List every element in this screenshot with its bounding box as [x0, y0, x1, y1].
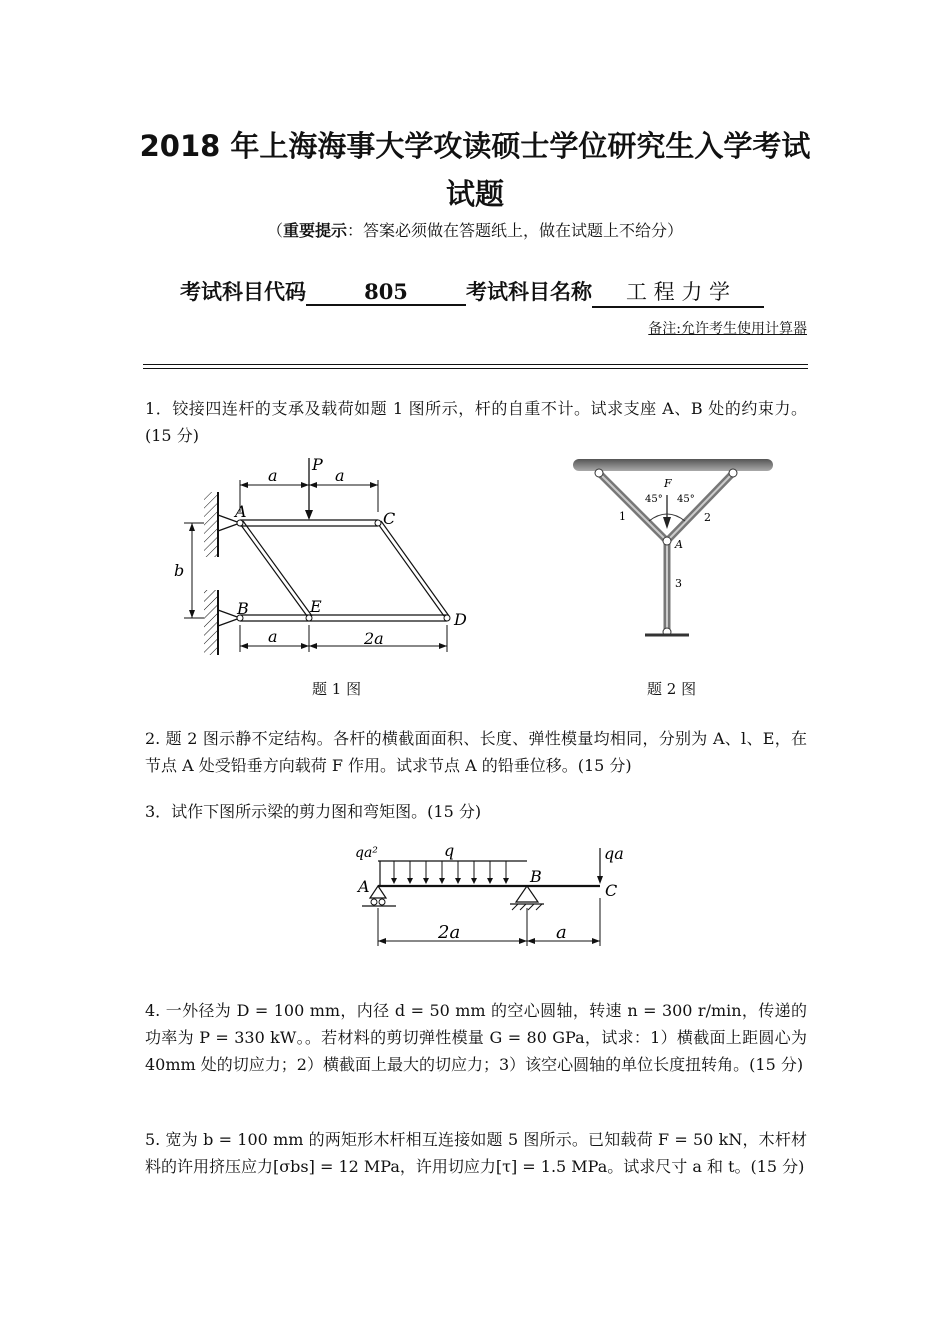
label-a-bottom: a — [268, 627, 278, 646]
roller-right — [379, 899, 385, 905]
label-a3: a — [556, 922, 567, 943]
wall-top-hatch — [204, 492, 218, 557]
figure-3 — [350, 838, 640, 953]
load-F-head — [663, 517, 671, 529]
label-bar3: 3 — [675, 577, 682, 590]
important-note — [0, 218, 950, 241]
code-label: 考试科目代码 — [180, 279, 306, 304]
label-E: E — [310, 597, 322, 616]
joint-C — [375, 520, 381, 526]
support-B-pin — [516, 886, 538, 902]
divider-bottom — [143, 368, 808, 369]
linkage-bars — [238, 520, 449, 621]
subject-code-line — [180, 276, 764, 308]
exam-title-line2: 试题 — [445, 177, 504, 211]
note-open-paren: （ — [266, 221, 283, 240]
support-A-roller — [370, 886, 386, 898]
load-qa-head — [597, 876, 603, 884]
joint-D — [444, 615, 450, 621]
figure-2 — [565, 455, 780, 645]
label-A: A — [235, 502, 247, 521]
remark: 备注:允许考生使用计算器 — [648, 321, 807, 337]
figure-1-caption: 题 1 图 — [312, 680, 362, 698]
label-P: P — [312, 455, 323, 474]
roller-left — [371, 899, 377, 905]
label-a-left: a — [268, 466, 278, 485]
label-C3: C — [605, 881, 618, 900]
label-C: C — [383, 509, 396, 528]
label-q: q — [444, 841, 455, 860]
label-a-right: a — [335, 466, 345, 485]
label-B3: B — [530, 867, 542, 886]
label-moment: qa² — [355, 845, 378, 861]
label-2a3: 2a — [438, 922, 461, 943]
exam-title-line1: 2018 年上海海事大学攻读硕士学位研究生入学考试 — [139, 129, 811, 163]
angle-left: 45° — [645, 494, 663, 505]
wall-bottom-hatch — [204, 590, 218, 655]
figure-2-caption: 题 2 图 — [647, 680, 697, 698]
figure-1 — [160, 450, 490, 665]
question-3: 3．试作下图所示梁的剪力图和弯矩图。(15 分) — [145, 802, 482, 821]
question-5: 5. 宽为 b = 100 mm 的两矩形木杆相互连接如题 5 图所示。已知载荷 F = 50 kN，木杆材料的许用挤压应力[σbs] = 12 MPa，许用切应力[τ] = 1.5 MPa。试求尺寸 a 和 t。(15 分) — [145, 1130, 807, 1176]
label-F: F — [664, 477, 672, 490]
question-4: 4. 一外径为 D = 100 mm，内径 d = 50 mm 的空心圆轴，转速 n = 300 r/min，传递的功率为 P = 330 kW。。若材料的剪切弹性模量 G = 80 GPa，试求：1）横截面上距圆心为40mm 处的切应力；2）横截面上最大的切应力；3）该空心圆轴的单位长度扭转角。(15 分) — [145, 1001, 807, 1074]
label-A3: A — [358, 877, 370, 896]
pin-A — [663, 537, 671, 545]
label-B: B — [237, 599, 249, 618]
name-value: 工 程 力 学 — [592, 276, 764, 308]
angle-right: 45° — [677, 494, 695, 505]
label-b: b — [174, 561, 185, 580]
label-A2: A — [675, 538, 683, 551]
pin-2 — [729, 469, 737, 477]
label-D: D — [454, 610, 467, 629]
dim-b — [184, 523, 204, 618]
question-1: 1．铰接四连杆的支承及载荷如题 1 图所示，杆的自重不计。试求支座 A、B 处的约束力。(15 分) — [145, 399, 807, 445]
name-label: 考试科目名称 — [466, 279, 592, 304]
divider-top — [143, 364, 808, 365]
load-P-head — [305, 510, 313, 520]
label-bar2: 2 — [704, 511, 711, 524]
ceiling — [573, 459, 773, 471]
question-2: 2. 题 2 图示静不定结构。各杆的横截面面积、长度、弹性模量均相同，分别为 A、l、E，在节点 A 处受铅垂方向载荷 F 作用。试求节点 A 的铅垂位移。(15 分) — [145, 729, 807, 775]
label-2a: 2a — [364, 629, 384, 648]
pin-1 — [595, 469, 603, 477]
label-bar1: 1 — [619, 510, 626, 523]
note-rest: ：答案必须做在答题纸上，做在试题上不给分） — [347, 221, 684, 240]
code-value: 805 — [306, 279, 466, 306]
label-qa: qa — [604, 844, 624, 863]
dist-load-heads — [391, 878, 509, 884]
note-bold: 重要提示 — [282, 221, 347, 240]
